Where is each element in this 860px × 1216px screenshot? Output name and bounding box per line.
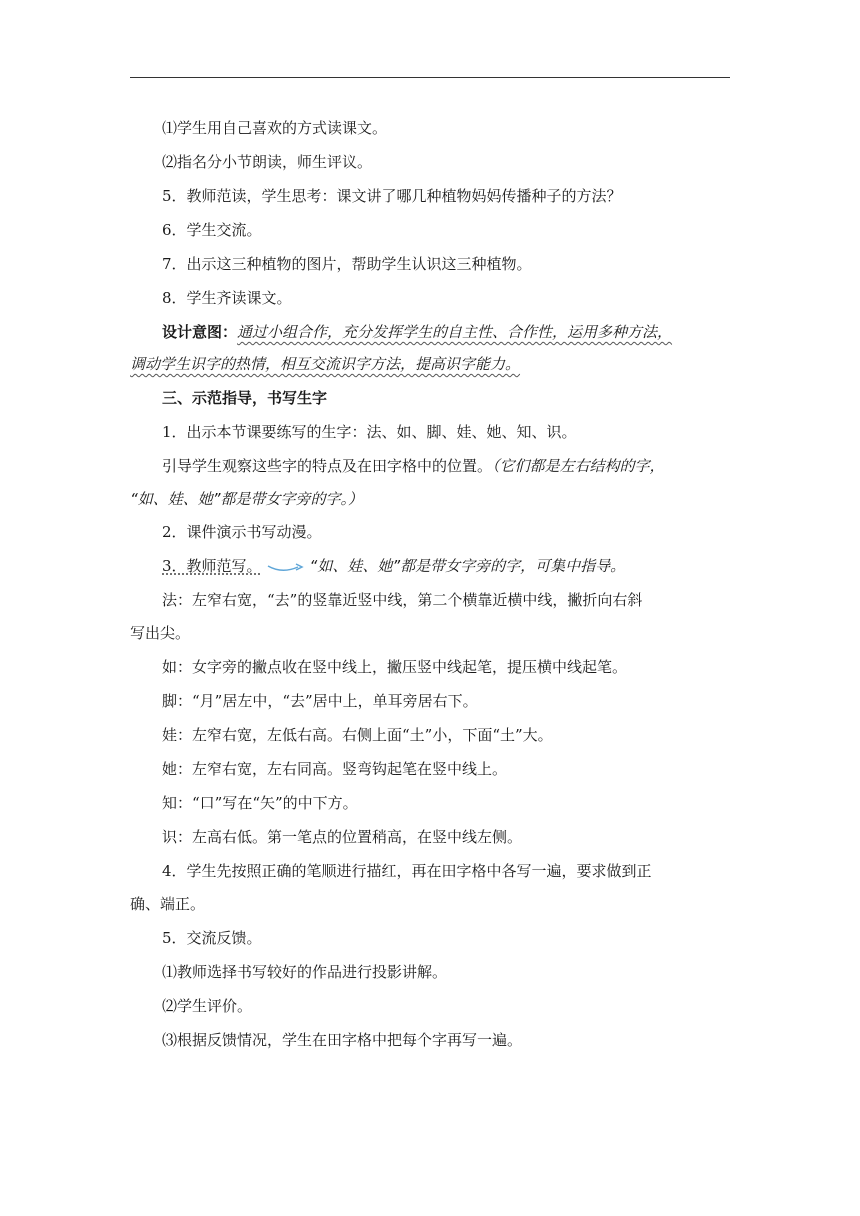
paragraph: 4．学生先按照正确的笔顺进行描红，再在田字格中各写一遍，要求做到正 <box>162 862 652 880</box>
char-guide: 她：左窄右宽，左右同高。竖弯钩起笔在竖中线上。 <box>162 760 508 778</box>
paragraph: 6．学生交流。 <box>162 221 262 239</box>
char-guide: 娃：左窄右宽，左低右高。右侧上面“土”小，下面“土”大。 <box>162 726 553 744</box>
section-heading: 三、示范指导，书写生字 <box>162 389 328 407</box>
paragraph: ⑵学生评价。 <box>162 997 253 1015</box>
annotation-text: “如、娃、她”都是带女字旁的字，可集中指导。 <box>309 557 626 575</box>
paragraph: 5．教师范读，学生思考：课文讲了哪几种植物妈妈传播种子的方法？ <box>162 187 622 205</box>
design-intent <box>162 322 672 342</box>
paragraph <box>162 556 625 576</box>
teacher-demo-text: 3．教师范写。 <box>162 557 262 575</box>
header-rule <box>130 77 730 78</box>
paragraph: ⑵指名分小节朗读，师生评议。 <box>162 153 373 171</box>
design-intent-label: 设计意图： <box>162 323 238 341</box>
char-guide: 如：女字旁的撇点收在竖中线上，撇压竖中线起笔，提压横中线起笔。 <box>162 658 628 676</box>
paragraph: ⑴教师选择书写较好的作品进行投影讲解。 <box>162 963 448 981</box>
paragraph: 2．课件演示书写动漫。 <box>162 523 322 541</box>
paragraph: 1．出示本节课要练写的生字：法、如、脚、娃、她、知、识。 <box>162 423 577 441</box>
paragraph: 7．出示这三种植物的图片，帮助学生认识这三种植物。 <box>162 255 532 273</box>
char-guide-continued: 写出尖。 <box>130 624 191 642</box>
char-guide: 知：“口”写在“矢”的中下方。 <box>162 794 358 812</box>
design-intent-continued <box>130 354 520 374</box>
curved-arrow-icon <box>266 560 306 574</box>
annotation-text: （它们都是左右结构的字， <box>492 457 665 475</box>
observation-text: 引导学生观察这些字的特点及在田字格中的位置。 <box>162 457 493 475</box>
paragraph: ⑶根据反馈情况，学生在田字格中把每个字再写一遍。 <box>162 1031 523 1049</box>
annotation-text: “如、娃、她”都是带女字旁的字。） <box>130 490 364 508</box>
paragraph: 8．学生齐读课文。 <box>162 289 292 307</box>
char-guide: 法：左窄右宽，“去”的竖靠近竖中线，第二个横靠近横中线，撇折向右斜 <box>162 591 643 609</box>
paragraph: ⑴学生用自己喜欢的方式读课文。 <box>162 119 388 137</box>
paragraph <box>162 456 665 476</box>
paragraph: 5．交流反馈。 <box>162 929 262 947</box>
design-intent-text: 调动学生识字的热情，相互交流识字方法，提高识字能力。 <box>130 355 521 373</box>
design-intent-text: 通过小组合作，充分发挥学生的自主性、合作性，运用多种方法， <box>237 323 673 341</box>
paragraph-continued: 确、端正。 <box>130 895 206 913</box>
char-guide: 脚：“月”居左中，“去”居中上，单耳旁居右下。 <box>162 692 478 710</box>
char-guide: 识：左高右低。第一笔点的位置稍高，在竖中线左侧。 <box>162 828 523 846</box>
